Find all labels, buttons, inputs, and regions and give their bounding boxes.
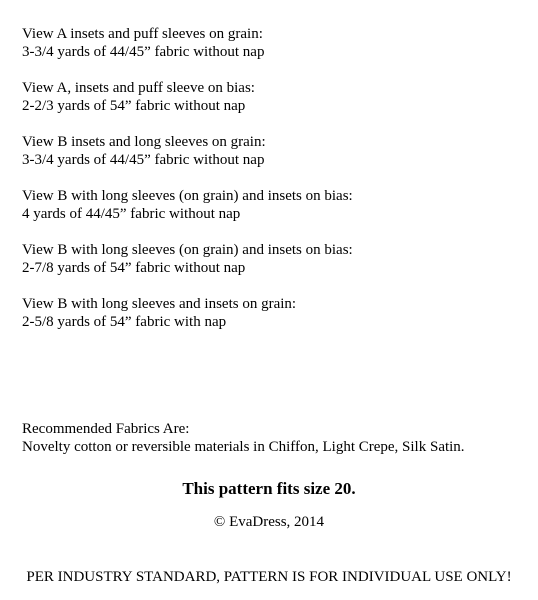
yardage-view-label: View A insets and puff sleeves on grain:: [22, 26, 263, 42]
yardage-view-label: View B with long sleeves (on grain) and insets on bias:: [22, 188, 353, 204]
yardage-entry: [22, 187, 522, 223]
yardage-amount: 2-7/8 yards of 54” fabric without nap: [22, 260, 246, 276]
yardage-amount: 2-2/3 yards of 54” fabric without nap: [22, 98, 246, 114]
recommended-fabrics: [22, 420, 532, 456]
yardage-entry: [22, 133, 522, 169]
yardage-entry: [22, 25, 522, 61]
yardage-entry: [22, 295, 522, 331]
yardage-view-label: View A, insets and puff sleeve on bias:: [22, 80, 255, 96]
usage-notice: PER INDUSTRY STANDARD, PATTERN IS FOR INDIVIDUAL USE ONLY!: [26, 569, 512, 585]
yardage-view-label: View B insets and long sleeves on grain:: [22, 134, 266, 150]
yardage-entry: [22, 79, 522, 115]
copyright-notice: © EvaDress, 2014: [213, 514, 325, 530]
fit-statement: This pattern fits size 20.: [182, 479, 356, 498]
fabrics-list: Novelty cotton or reversible materials in Chiffon, Light Crepe, Silk Satin.: [22, 439, 465, 455]
yardage-amount: 4 yards of 44/45” fabric without nap: [22, 206, 241, 222]
yardage-view-label: View B with long sleeves (on grain) and insets on bias:: [22, 242, 353, 258]
yardage-amount: 3-3/4 yards of 44/45” fabric without nap: [22, 44, 265, 60]
yardage-amount: 3-3/4 yards of 44/45” fabric without nap: [22, 152, 265, 168]
fabrics-heading: Recommended Fabrics Are:: [22, 421, 190, 437]
yardage-entry: [22, 241, 522, 277]
yardage-amount: 2-5/8 yards of 54” fabric with nap: [22, 314, 227, 330]
yardage-view-label: View B with long sleeves and insets on grain:: [22, 296, 297, 312]
yardage-list: [22, 25, 522, 349]
